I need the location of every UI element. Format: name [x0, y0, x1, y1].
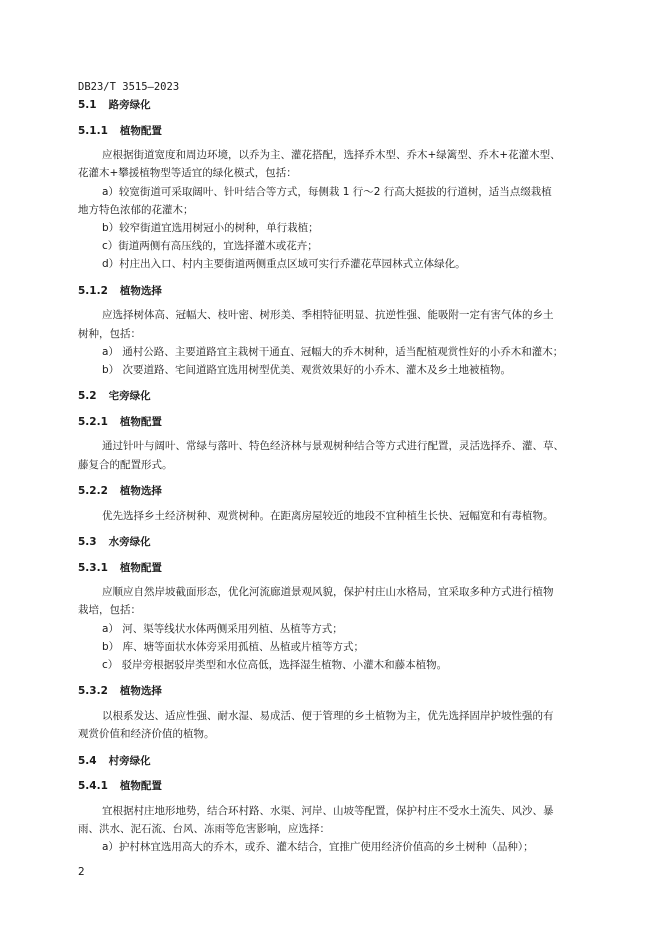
section-title: 水旁绿化: [108, 536, 151, 548]
page-number: 2: [78, 866, 85, 878]
list-item: a）较宽街道可采取阔叶、针叶结合等方式，每侧栽 1 行～2 行高大挺拔的行道树，适当点缀栽植: [102, 185, 552, 198]
section-number: 5.1.2: [78, 284, 108, 297]
section-title: 村旁绿化: [108, 754, 151, 767]
paragraph-line: 观赏价值和经济价值的植物。: [78, 728, 215, 741]
section-title: 植物选择: [119, 685, 162, 698]
paragraph-line: 花灌木+攀援植物型等适宜的绿化模式，包括：: [78, 167, 297, 180]
paragraph-line: 树种，包括：: [78, 327, 141, 340]
section-number: 5.4.1: [78, 780, 108, 792]
section-5-1-1-heading: [78, 124, 162, 138]
list-item: c） 驳岸旁根据驳岸类型和水位高低，选择湿生植物、小灌木和藤本植物。: [102, 658, 448, 671]
section-5-2-2-heading: [78, 484, 162, 498]
section-5-1-heading: [78, 98, 151, 112]
paragraph-line: 通过针叶与阔叶、常绿与落叶、特色经济林与景观树种结合等方式进行配置，灵活选择乔、灌、草、: [102, 440, 564, 453]
list-item: b） 次要道路、宅间道路宜选用树型优美、观赏效果好的小乔木、灌木及乡土地被植物。: [102, 363, 512, 376]
standard-code: DB23/T 3515—2023: [78, 81, 180, 93]
paragraph-line: 雨、洪水、泥石流、台风、冻雨等危害影响，应选择：: [78, 822, 330, 835]
paragraph-line: 应根据街道宽度和周边环境，以乔为主、灌花搭配，选择乔木型、乔木+绿篱型、乔木+花灌木型、: [102, 149, 561, 162]
section-number: 5.3.1: [78, 561, 108, 574]
list-item: a） 通村公路、主要道路宜主栽树干通直、冠幅大的乔木树种，适当配植观赏性好的小乔木和灌木；: [102, 345, 564, 358]
section-5-4-heading: [78, 754, 151, 768]
section-5-1-2-heading: [78, 284, 162, 298]
section-number: 5.1: [78, 99, 97, 111]
section-title: 植物配置: [119, 415, 162, 428]
paragraph-line: 藤复合的配置形式。: [78, 458, 173, 471]
section-5-2-1-heading: [78, 415, 162, 429]
section-title: 路旁绿化: [108, 99, 151, 111]
section-5-2-heading: [78, 389, 151, 403]
section-number: 5.1.1: [78, 124, 108, 137]
section-5-3-2-heading: [78, 684, 162, 698]
list-item: b） 库、塘等面状水体旁采用孤植、丛植或片植等方式；: [102, 640, 365, 653]
section-number: 5.2.1: [78, 415, 108, 428]
section-5-3-1-heading: [78, 561, 162, 575]
section-title: 植物配置: [119, 561, 162, 574]
section-title: 植物选择: [119, 284, 162, 297]
list-item: b）较窄街道宜选用树冠小的树种，单行栽植；: [102, 221, 319, 234]
paragraph-line: 优先选择乡土经济树种、观赏树种。在距离房屋较近的地段不宜种植生长快、冠幅宽和有毒植物。: [102, 509, 554, 522]
section-5-4-1-heading: [78, 779, 162, 793]
paragraph-line: 应选择树体高、冠幅大、枝叶密、树形美、季相特征明显、抗逆性强、能吸附一定有害气体的乡土: [102, 309, 554, 322]
list-item: d）村庄出入口、村内主要街道两侧重点区域可实行乔灌花草园林式立体绿化。: [102, 258, 466, 271]
section-number: 5.3.2: [78, 685, 108, 698]
section-number: 5.2.2: [78, 485, 108, 497]
section-number: 5.3: [78, 536, 97, 548]
section-5-3-heading: [78, 535, 151, 549]
section-title: 植物配置: [119, 780, 162, 792]
paragraph-line: 以根系发达、适应性强、耐水湿、易成活、便于管理的乡土植物为主，优先选择固岸护坡性强的有: [102, 709, 554, 722]
section-number: 5.2: [78, 390, 97, 403]
paragraph-line: 应顺应自然岸坡截面形态，优化河流廊道景观风貌，保护村庄山水格局，宜采取多种方式进行植物: [102, 586, 554, 599]
list-item: c）街道两侧有高压线的，宜选择灌木或花卉；: [102, 240, 318, 253]
list-item: a）护村林宜选用高大的乔木，或乔、灌木结合，宜推广使用经济价值高的乡土树种（品种）；: [102, 841, 534, 853]
section-title: 宅旁绿化: [108, 390, 151, 403]
list-item: a） 河、渠等线状水体两侧采用列植、丛植等方式；: [102, 622, 343, 635]
paragraph-line: 宜根据村庄地形地势，结合环村路、水渠、河岸、山坡等配置，保护村庄不受水土流失、风沙、暴: [102, 804, 554, 817]
section-title: 植物配置: [119, 124, 162, 137]
paragraph-line: 栽培，包括：: [78, 604, 141, 617]
section-title: 植物选择: [119, 485, 162, 497]
list-item-continued: 地方特色浓郁的花灌木；: [78, 203, 194, 216]
section-number: 5.4: [78, 754, 97, 767]
